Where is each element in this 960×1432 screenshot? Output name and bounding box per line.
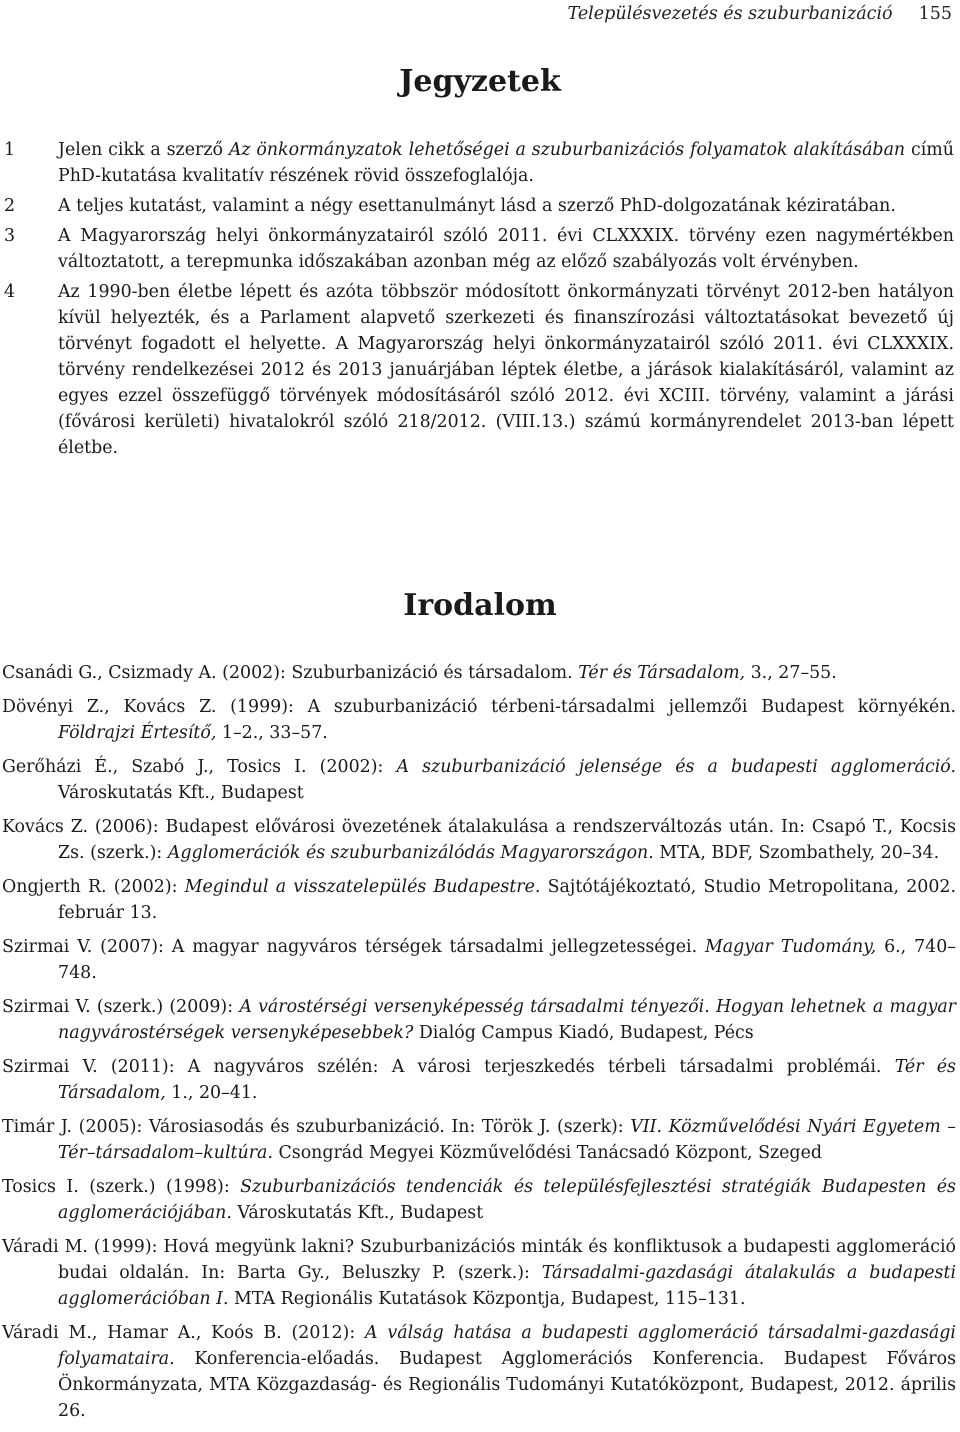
text-segment: A Magyarország helyi önkormányzatairól szóló 2011. évi CLXXXIX. törvény ezen nagymértékben változtatott, a terepmunka időszakában azonban még az előző szabályozás volt érvényben. [58,226,954,272]
text-segment: Csanádi G., Csizmady A. (2002): Szuburbanizáció és társadalom. [2,663,579,683]
text-segment: Városkutatás Kft., Budapest [231,1203,484,1223]
text-segment: Dövényi Z., Kovács Z. (1999): A szuburbanizáció térbeni-társadalmi jellemzői Budapest környékén. [2,697,956,717]
note-number: 3 [4,226,16,246]
italic-text-segment: Társadalmi-gazdasági átalakulás a budapesti agglomerációban I. [58,1263,957,1309]
italic-text-segment: Földrajzi Értesítő, [58,723,217,743]
text-segment: Tosics I. (szerk.) (1998): [2,1177,241,1197]
note-number: 1 [4,140,16,160]
references-list [0,660,960,1432]
reference-entry [0,1320,960,1424]
italic-text-segment: Szuburbanizációs tendenciák és településfejlesztési stratégiák Budapesten és agglomerációjában. [58,1177,956,1223]
text-segment: Sajtótájékoztató, Studio Metropolitana, 2002. február 13. [58,877,956,923]
notes-list [0,137,960,465]
references-heading: Irodalom [403,588,557,623]
text-segment: Váradi M., Hamar A., Koós B. (2012): [2,1323,366,1343]
text-segment: 1., 20–41. [165,1083,258,1103]
italic-text-segment: Agglomerációk és szuburbanizálódás Magyarországon. [167,843,654,863]
reference-entry [0,1054,960,1106]
reference-entry [0,660,960,686]
page-number: 155 [918,4,952,24]
italic-text-segment: A válság hatása a budapesti agglomeráció társadalmi-gazdasági folyamataira. [58,1323,956,1369]
text-segment: Ongjerth R. (2002): [2,877,185,897]
reference-entry [0,694,960,746]
italic-text-segment: A szuburbanizáció jelensége és a budapesti agglomeráció. [396,757,957,777]
note-item [0,223,960,275]
text-segment: MTA Regionális Kutatások Központja, Budapest, 115–131. [228,1289,746,1309]
italic-text-segment: VII. Közművelődési Nyári Egyetem – Tér–társadalom–kultúra. [58,1117,956,1163]
text-segment: Váradi M. (1999): Hová megyünk lakni? Szuburbanizációs minták és konfliktusok a budapesti agglomeráció budai oldalán. In: Barta Gy., Beluszky P. (szerk.): [2,1237,956,1283]
text-segment: Jelen cikk a szerző [58,140,229,160]
text-segment: A teljes kutatást, valamint a négy esettanulmányt lásd a szerző PhD-dolgozatának kéziratában. [58,196,896,216]
italic-text-segment: Tér és Társadalom, [578,663,746,683]
note-number: 4 [4,282,16,302]
text-segment: Az 1990-ben életbe lépett és azóta többször módosított önkormányzati törvényt 2012-ben hatályon kívül helyezték, és a Parlament alapvető szerkezeti és finanszírozási változtatásokat bevezető új törvényt fogadott el helyette. A Magyarország helyi önkormányzatairól szóló 2011. évi CLXXXIX. törvény rendelkezései 2012 és 2013 januárjában léptek életbe, a járások kialakításáról, valamint az egyes ezzel összefüggő törvények módosításáról szóló 2012. évi XCIII. törvény, valamint a járási (fővárosi kerületi) hivatalokról szóló 218/2012. (VIII.13.) számú kormányrendelet 2013-ban lépett életbe. [58,282,954,458]
text-segment: Szirmai V. (2007): A magyar nagyváros térségek társadalmi jellegzetességei. [2,937,705,957]
italic-text-segment: Megindul a visszatelepülés Budapestre. [184,877,541,897]
text-segment: Csongrád Megyei Közművelődési Tanácsadó Központ, Szeged [272,1143,822,1163]
text-segment: Dialóg Campus Kiadó, Budapest, Pécs [413,1023,754,1043]
italic-text-segment: A várostérségi versenyképesség társadalmi tényezői. Hogyan lehetnek a magyar nagyvárostérségek versenyképesebbek? [58,997,956,1043]
reference-entry [0,874,960,926]
italic-text-segment: Magyar Tudomány, [705,937,877,957]
text-segment: MTA, BDF, Szombathely, 20–34. [653,843,940,863]
note-item [0,137,960,189]
reference-entry [0,994,960,1046]
text-segment: Városkutatás Kft., Budapest [58,783,304,803]
text-segment: 1–2., 33–57. [216,723,328,743]
reference-entry [0,814,960,866]
reference-entry [0,1174,960,1226]
text-segment: Konferencia-előadás. Budapest Agglomerációs Konferencia. Budapest Főváros Önkormányzata, MTA Közgazdaság- és Regionális Tudományi Kutatóközpont, Budapest, 2012. április 26. [58,1349,956,1421]
text-segment: Timár J. (2005): Városiasodás és szuburbanizáció. In: Török J. (szerk): [2,1117,631,1137]
note-item [0,279,960,461]
text-segment: 3., 27–55. [745,663,837,683]
italic-text-segment: Az önkormányzatok lehetőségei a szuburbanizációs folyamatok alakításában [228,140,906,160]
text-segment: című PhD-kutatása kvalitatív részének rövid összefoglalója. [58,140,954,186]
reference-entry [0,1234,960,1312]
reference-entry [0,1114,960,1166]
text-segment: Szirmai V. (2011): A nagyváros szélén: A városi terjeszkedés térbeli társadalmi problémái. [2,1057,895,1077]
note-number: 2 [4,196,16,216]
text-segment: 6., 740–748. [58,937,956,983]
reference-entry [0,934,960,986]
running-head [568,2,953,26]
text-segment: Kovács Z. (2006): Budapest elővárosi övezetének átalakulása a rendszerváltozás után. In: Csapó T., Kocsis Zs. (szerk.): [2,817,956,863]
notes-heading: Jegyzetek [399,64,561,99]
text-segment: Gerőházi É., Szabó J., Tosics I. (2002): [2,757,397,777]
text-segment: Szirmai V. (szerk.) (2009): [2,997,240,1017]
italic-text-segment: Tér és Társadalom, [58,1057,956,1103]
running-head-title: Településvezetés és szuburbanizáció [567,4,893,24]
note-item [0,193,960,219]
reference-entry [0,754,960,806]
